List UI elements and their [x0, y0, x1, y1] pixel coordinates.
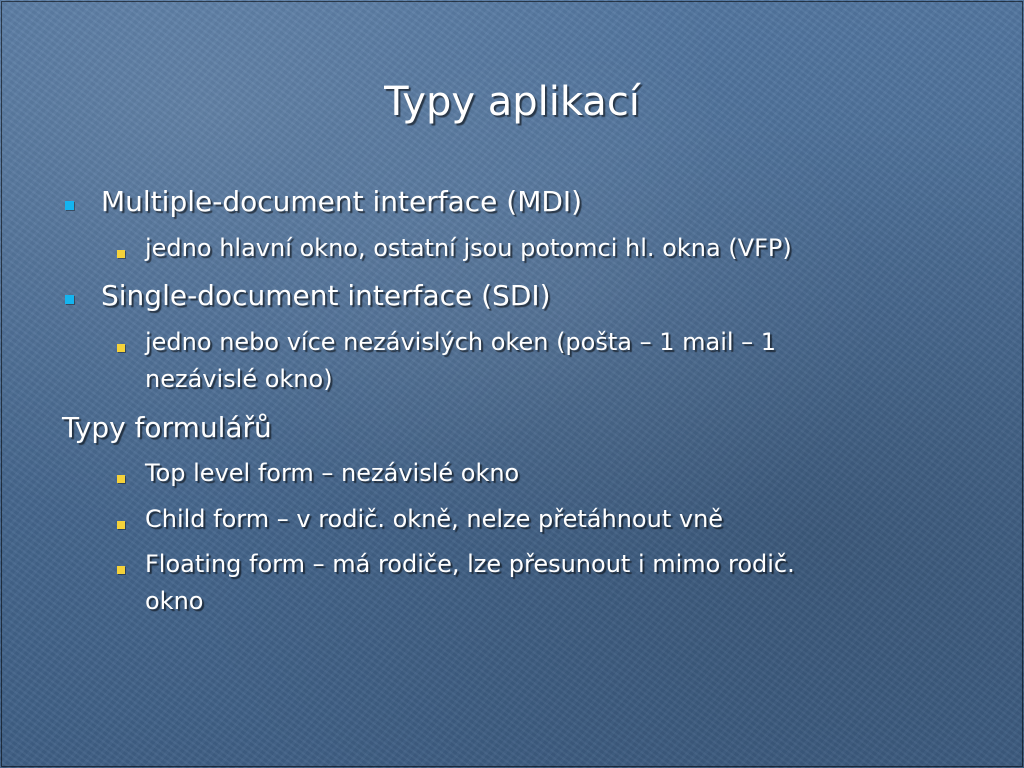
bullet-square-icon [117, 344, 125, 352]
list-item-text-continuation: nezávislé okno) [145, 365, 333, 393]
list-item [145, 501, 945, 538]
list-item-text: jedno hlavní okno, ostatní jsou potomci hl. okna (VFP) [145, 234, 792, 262]
list-item-text-continuation: okno [145, 587, 204, 615]
list-item [145, 324, 945, 398]
list-item-text: jedno nebo více nezávislých oken (pošta – 1 mail – 1 [145, 328, 777, 356]
list-item [101, 184, 981, 220]
list-item-text: Floating form – má rodiče, lze přesunout i mimo rodič. [145, 550, 795, 578]
bullet-square-icon [117, 566, 125, 574]
list-item-text: Top level form – nezávislé okno [145, 459, 520, 487]
slide-title: Typy aplikací [384, 79, 640, 125]
bullet-square-icon [117, 250, 125, 258]
list-item-text: Multiple-document interface (MDI) [101, 185, 583, 218]
section-heading [62, 410, 962, 446]
list-item [145, 455, 945, 492]
bullet-square-icon [117, 475, 125, 483]
list-item [145, 546, 945, 620]
bullet-square-icon [65, 201, 74, 210]
section-heading-text: Typy formulářů [62, 411, 272, 444]
list-item-text: Child form – v rodič. okně, nelze přetáhnout vně [145, 505, 724, 533]
bullet-square-icon [65, 295, 74, 304]
list-item-text: Single-document interface (SDI) [101, 279, 551, 312]
list-item [101, 278, 981, 314]
bullet-square-icon [117, 521, 125, 529]
list-item [145, 230, 945, 267]
